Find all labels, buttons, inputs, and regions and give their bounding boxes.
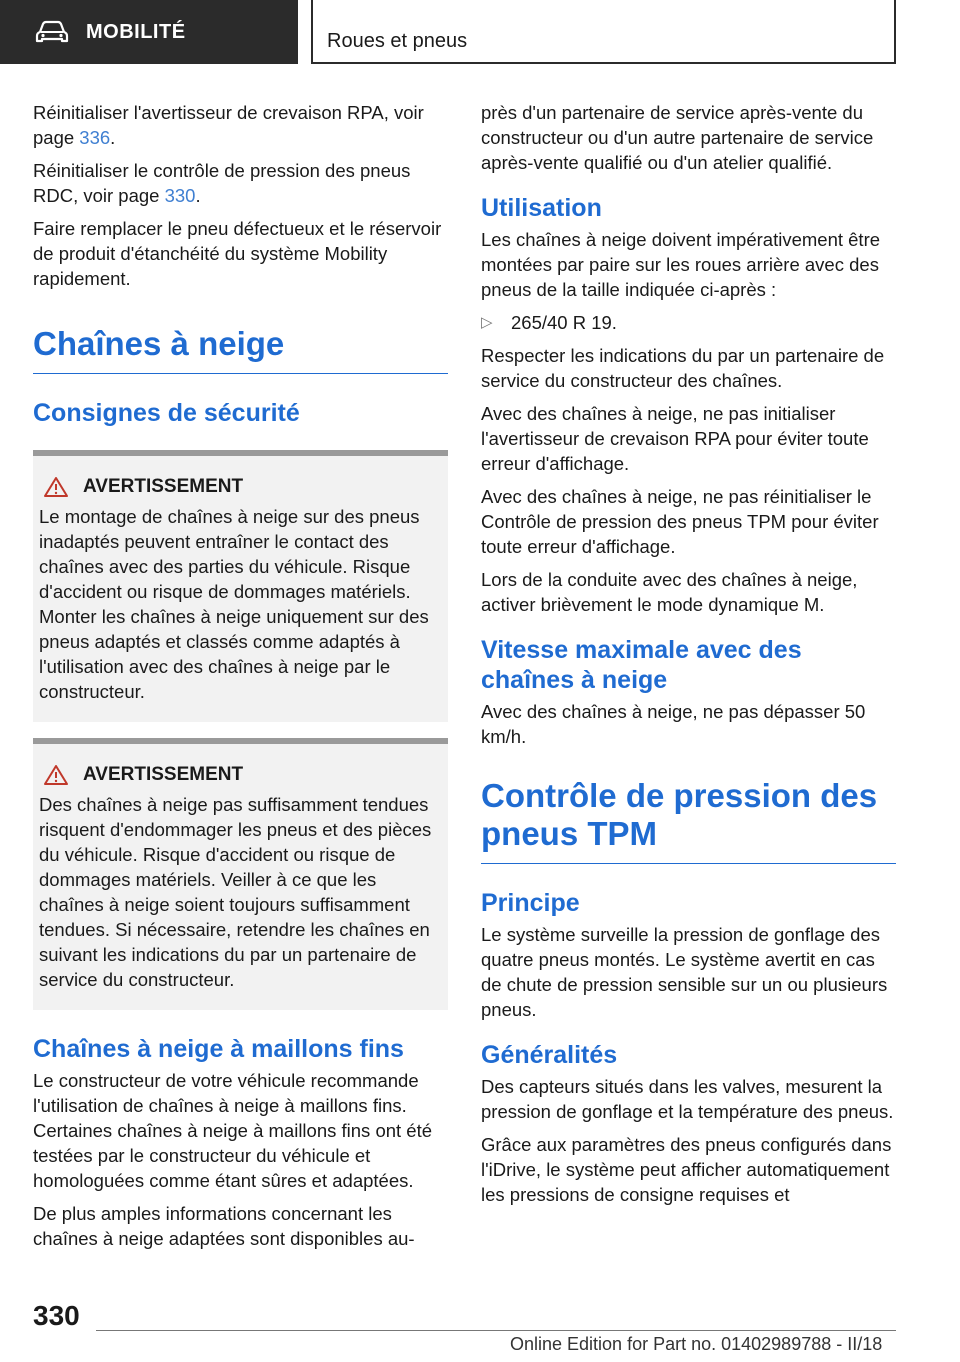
bullet-triangle-icon: ▷ xyxy=(481,314,493,331)
paragraph: Respecter les indications du par un partenaire de service du constructeur des chaînes. xyxy=(481,345,885,391)
paragraph: Avec des chaînes à neige, ne pas réinitialiser le Contrôle de pression des pneus TPM pour éviter toute erreur d'affichage. xyxy=(481,486,879,557)
footer-edition: Online Edition for Part no. 01402989788 - II/18 xyxy=(510,1334,883,1354)
page-number: 330 xyxy=(33,1300,80,1331)
paragraph: Réinitialiser le contrôle de pression des pneus RDC, voir page 330. xyxy=(33,160,411,206)
warning-header xyxy=(39,764,440,786)
warning-title: AVERTISSEMENT xyxy=(83,476,244,497)
chapter-title: Roues et pneus xyxy=(327,30,468,52)
warning-triangle-icon xyxy=(43,764,69,786)
subheading-principle: Principe xyxy=(481,889,580,917)
paragraph: près d'un partenaire de service après-vente du constructeur ou d'un autre partenaire de service après-vente qualifié ou d'un atelier qualifié. xyxy=(481,102,874,173)
subheading-max-speed: Vitesse maximale avec des chaînes à neige xyxy=(481,636,802,694)
subheading-fine-chains: Chaînes à neige à maillons fins xyxy=(33,1035,404,1063)
warning-box xyxy=(33,450,448,722)
car-icon xyxy=(34,20,70,44)
footer-divider xyxy=(96,1330,896,1331)
warning-text: Le montage de chaînes à neige sur des pneus inadaptés peuvent entraîner le contact des chaînes avec des parties du véhicule. Risque d'accident ou risque de dommages matériels. Monter les chaînes à neige uniquement sur des pneus adaptés et classés comme adaptés à l'utilisation avec des chaînes à neige par le constructeur. xyxy=(39,506,429,702)
warning-title: AVERTISSEMENT xyxy=(83,764,244,785)
paragraph: Réinitialiser l'avertisseur de crevaison RPA, voir page 336. xyxy=(33,102,424,148)
section-heading-snow-chains: Chaînes à neige xyxy=(33,325,448,374)
subheading-safety: Consignes de sécurité xyxy=(33,399,300,427)
paragraph: Lors de la conduite avec des chaînes à neige, activer brièvement le mode dynamique M. xyxy=(481,569,858,615)
paragraph: Faire remplacer le pneu défectueux et le réservoir de produit d'étanchéité du système Mobility rapidement. xyxy=(33,218,442,289)
warning-box xyxy=(33,738,448,1010)
section-tab xyxy=(0,0,298,64)
chapter-tab xyxy=(311,0,896,64)
paragraph: Avec des chaînes à neige, ne pas initialiser l'avertisseur de crevaison RPA pour éviter toute erreur d'affichage. xyxy=(481,403,869,474)
subheading-general: Généralités xyxy=(481,1041,618,1069)
list-item: ▷ 265/40 R 19. xyxy=(481,312,617,333)
section-title: MOBILITÉ xyxy=(86,20,186,43)
paragraph: De plus amples informations concernant les chaînes à neige adaptées sont disponibles au- xyxy=(33,1203,415,1249)
paragraph: Le système surveille la pression de gonflage des quatre pneus montés. Le système avertit en cas de chute de pression sensible sur un ou plusieurs pneus. xyxy=(481,924,888,1020)
right-column xyxy=(481,100,896,1215)
page-link-336[interactable]: 336 xyxy=(79,127,111,148)
page-link-330[interactable]: 330 xyxy=(164,185,196,206)
paragraph: Avec des chaînes à neige, ne pas dépasser 50 km/h. xyxy=(481,701,866,747)
paragraph: Des capteurs situés dans les valves, mesurent la pression de gonflage et la température des pneus. xyxy=(481,1076,894,1122)
warning-header xyxy=(39,476,440,498)
section-heading-tpm: Contrôle de pression des pneus TPM xyxy=(481,777,896,864)
paragraph: Les chaînes à neige doivent impérativement être montées par paire sur les roues arrière avec des pneus de la taille indiquée ci-après : xyxy=(481,229,881,300)
warning-triangle-icon xyxy=(43,476,69,498)
subheading-use: Utilisation xyxy=(481,194,602,222)
left-column xyxy=(33,100,448,1259)
paragraph: Le constructeur de votre véhicule recommande l'utilisation de chaînes à neige à maillons fins. Certaines chaînes à neige à maillons fins ont été testées par le constructeur du véhicule et homologuées comme étant sûres et adaptées. xyxy=(33,1070,433,1191)
paragraph: Grâce aux paramètres des pneus configurés dans l'iDrive, le système peut afficher automatiquement les pressions de consigne requises et xyxy=(481,1134,892,1205)
warning-text: Des chaînes à neige pas suffisamment tendues risquent d'endommager les pneus et des pièces du véhicule. Risque d'accident ou risque de dommages matériels. Veiller à ce que les chaînes à neige soient toujours suffisamment tendues. Si nécessaire, retendre les chaînes en suivant les indications du par un partenaire de service du constructeur. xyxy=(39,794,432,990)
